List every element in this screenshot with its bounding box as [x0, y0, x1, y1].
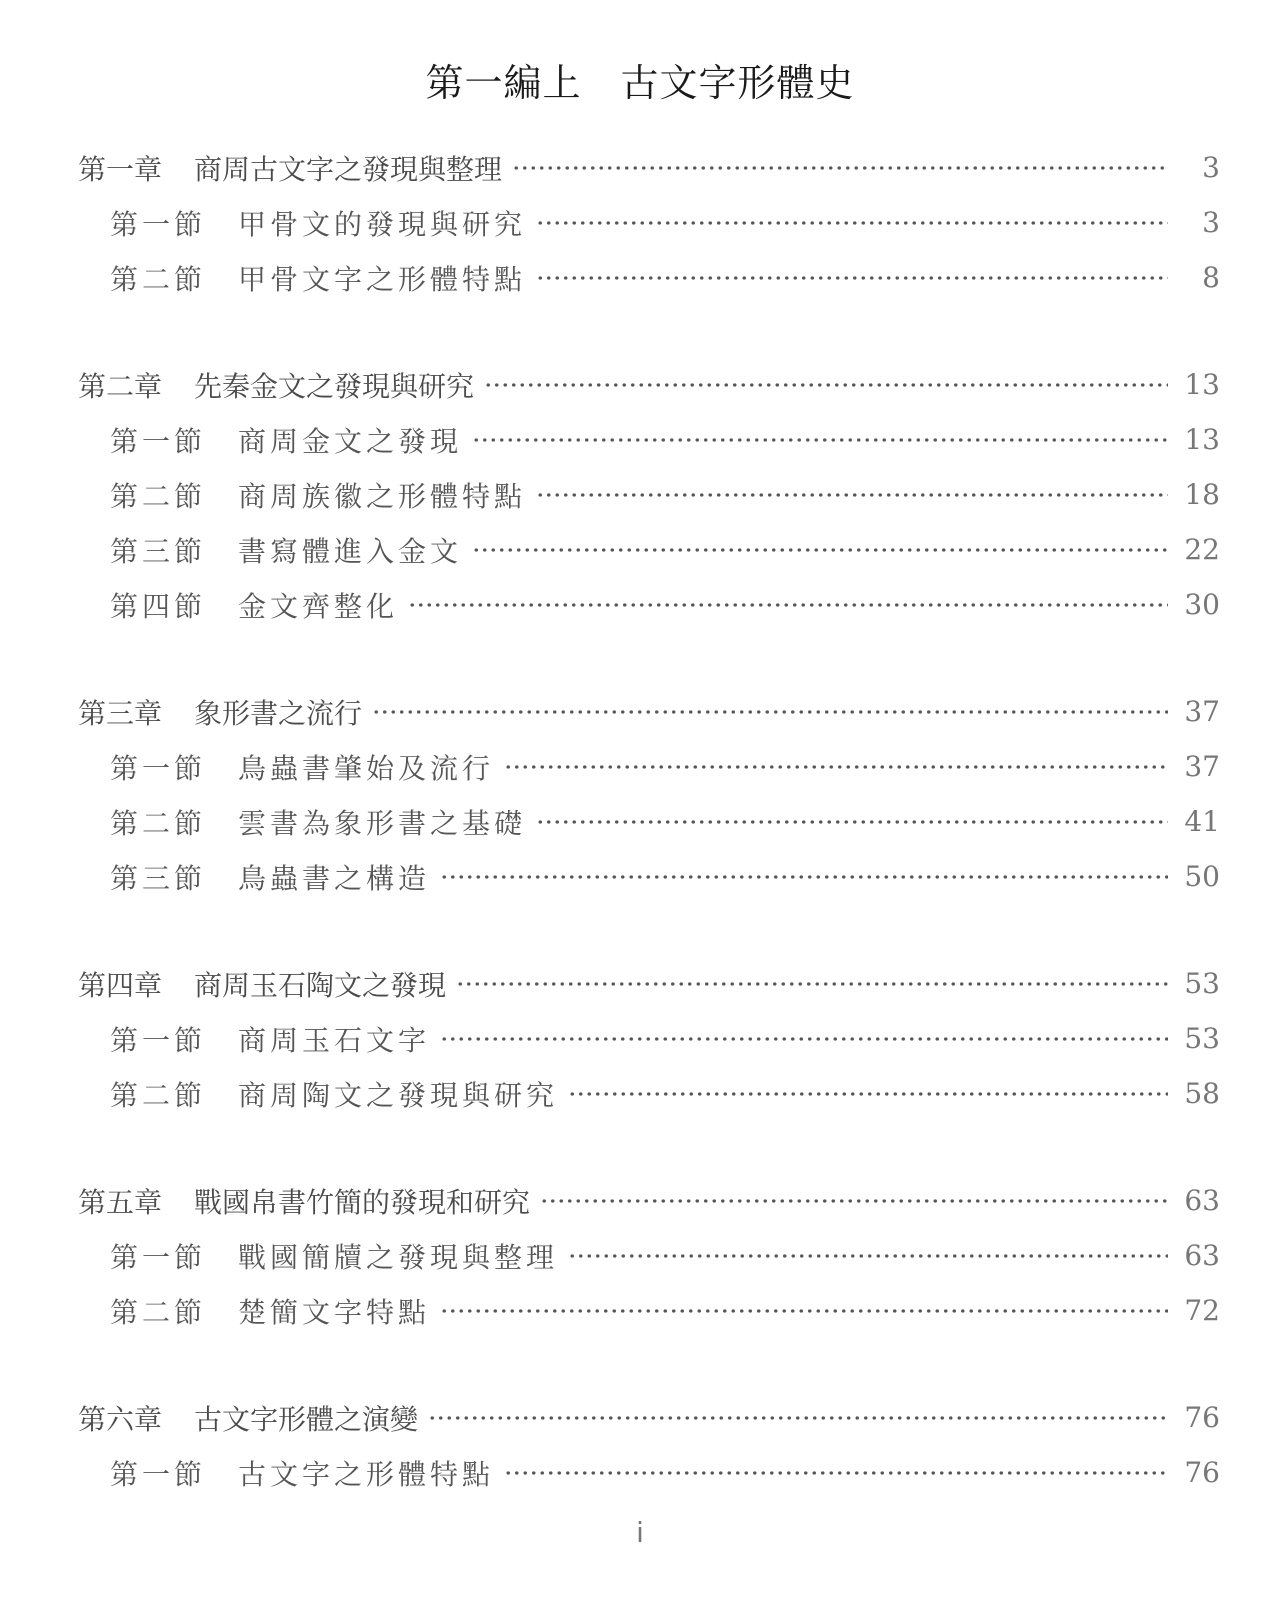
- chapter-number: 第六章: [78, 1402, 163, 1436]
- section-title: 鳥蟲書之構造: [238, 861, 431, 895]
- section-entry[interactable]: [78, 195, 1220, 250]
- chapter-number: 第五章: [78, 1185, 163, 1219]
- section-number: 第三節: [110, 534, 207, 568]
- chapter-title: 象形書之流行: [194, 696, 363, 730]
- dot-leader: [568, 1253, 1168, 1259]
- section-page-number: 76: [1184, 1456, 1220, 1489]
- section-page-number: 30: [1184, 588, 1220, 621]
- section-title: 古文字之形體特點: [238, 1457, 495, 1491]
- chapter-block: [78, 684, 1220, 904]
- dot-leader: [536, 220, 1168, 226]
- page-folio: i: [636, 1516, 644, 1549]
- section-title: 鳥蟲書肇始及流行: [238, 751, 495, 785]
- chapter-entry[interactable]: [78, 684, 1220, 739]
- dot-leader: [536, 492, 1168, 498]
- section-number: 第二節: [110, 1295, 207, 1329]
- section-page-number: 22: [1184, 533, 1220, 566]
- section-number: 第二節: [110, 479, 207, 513]
- dot-leader: [440, 1308, 1168, 1314]
- section-page-number: 72: [1184, 1294, 1220, 1327]
- chapter-title: 古文字形體之演變: [194, 1402, 419, 1436]
- chapter-entry[interactable]: [78, 140, 1220, 195]
- section-entry[interactable]: [78, 1228, 1220, 1283]
- section-entry[interactable]: [78, 522, 1220, 577]
- dot-leader: [512, 165, 1168, 171]
- section-number: 第二節: [110, 1078, 207, 1112]
- section-entry[interactable]: [78, 739, 1220, 794]
- chapter-page-number: 3: [1202, 151, 1220, 184]
- section-number: 第一節: [110, 207, 207, 241]
- chapter-page-number: 53: [1184, 967, 1220, 1000]
- dot-leader: [456, 981, 1168, 987]
- chapter-entry[interactable]: [78, 357, 1220, 412]
- section-title: 書寫體進入金文: [238, 534, 463, 568]
- section-title: 商周族徽之形體特點: [238, 479, 527, 513]
- dot-leader: [440, 874, 1168, 880]
- section-number: 第二節: [110, 806, 207, 840]
- section-title: 商周玉石文字: [238, 1023, 431, 1057]
- section-page-number: 63: [1184, 1239, 1220, 1272]
- section-page-number: 18: [1184, 478, 1220, 511]
- section-title: 甲骨文字之形體特點: [238, 262, 527, 296]
- section-page-number: 50: [1184, 860, 1220, 893]
- chapter-block: [78, 140, 1220, 305]
- chapter-entry[interactable]: [78, 1173, 1220, 1228]
- section-number: 第一節: [110, 424, 207, 458]
- chapter-block: [78, 1173, 1220, 1338]
- section-page-number: 3: [1202, 206, 1220, 239]
- section-number: 第三節: [110, 861, 207, 895]
- section-number: 第一節: [110, 1457, 207, 1491]
- section-entry[interactable]: [78, 412, 1220, 467]
- chapter-entry[interactable]: [78, 956, 1220, 1011]
- chapter-number: 第二章: [78, 369, 163, 403]
- section-entry[interactable]: [78, 849, 1220, 904]
- section-entry[interactable]: [78, 1011, 1220, 1066]
- section-title: 金文齊整化: [238, 589, 399, 623]
- dot-leader: [504, 1470, 1168, 1476]
- section-title: 商周金文之發現: [238, 424, 463, 458]
- section-page-number: 41: [1184, 805, 1220, 838]
- chapter-title: 商周玉石陶文之發現: [194, 968, 447, 1002]
- dot-leader: [472, 437, 1168, 443]
- chapter-number: 第一章: [78, 152, 163, 186]
- section-entry[interactable]: [78, 794, 1220, 849]
- section-entry[interactable]: [78, 467, 1220, 522]
- chapter-page-number: 37: [1184, 695, 1220, 728]
- dot-leader: [440, 1036, 1168, 1042]
- section-page-number: 53: [1184, 1022, 1220, 1055]
- chapter-block: [78, 357, 1220, 632]
- chapter-entry[interactable]: [78, 1390, 1220, 1445]
- section-title: 甲骨文的發現與研究: [238, 207, 527, 241]
- dot-leader: [472, 547, 1168, 553]
- page-title: 第一編上 古文字形體史: [425, 61, 855, 105]
- section-number: 第二節: [110, 262, 207, 296]
- section-title: 楚簡文字特點: [238, 1295, 431, 1329]
- section-entry[interactable]: [78, 1445, 1220, 1500]
- section-entry[interactable]: [78, 1283, 1220, 1338]
- chapter-page-number: 13: [1184, 368, 1220, 401]
- section-entry[interactable]: [78, 577, 1220, 632]
- dot-leader: [504, 764, 1168, 770]
- section-page-number: 8: [1202, 261, 1220, 294]
- section-number: 第一節: [110, 1023, 207, 1057]
- dot-leader: [536, 275, 1168, 281]
- section-title: 商周陶文之發現與研究: [238, 1078, 559, 1112]
- section-number: 第一節: [110, 1240, 207, 1274]
- section-page-number: 58: [1184, 1077, 1220, 1110]
- chapter-page-number: 63: [1184, 1184, 1220, 1217]
- chapter-number: 第四章: [78, 968, 163, 1002]
- chapter-block: [78, 1390, 1220, 1500]
- dot-leader: [428, 1415, 1168, 1421]
- dot-leader: [408, 602, 1168, 608]
- section-page-number: 13: [1184, 423, 1220, 456]
- table-of-contents: [78, 140, 1220, 1552]
- dot-leader: [536, 819, 1168, 825]
- section-number: 第一節: [110, 751, 207, 785]
- section-entry[interactable]: [78, 1066, 1220, 1121]
- dot-leader: [484, 382, 1168, 388]
- chapter-title: 戰國帛書竹簡的發現和研究: [194, 1185, 531, 1219]
- chapter-title: 先秦金文之發現與研究: [194, 369, 475, 403]
- dot-leader: [568, 1091, 1168, 1097]
- section-number: 第四節: [110, 589, 207, 623]
- dot-leader: [372, 709, 1168, 715]
- dot-leader: [540, 1198, 1168, 1204]
- section-entry[interactable]: [78, 250, 1220, 305]
- chapter-block: [78, 956, 1220, 1121]
- chapter-number: 第三章: [78, 696, 163, 730]
- chapter-title: 商周古文字之發現與整理: [194, 152, 503, 186]
- section-title: 戰國簡牘之發現與整理: [238, 1240, 559, 1274]
- section-title: 雲書為象形書之基礎: [238, 806, 527, 840]
- chapter-page-number: 76: [1184, 1401, 1220, 1434]
- section-page-number: 37: [1184, 750, 1220, 783]
